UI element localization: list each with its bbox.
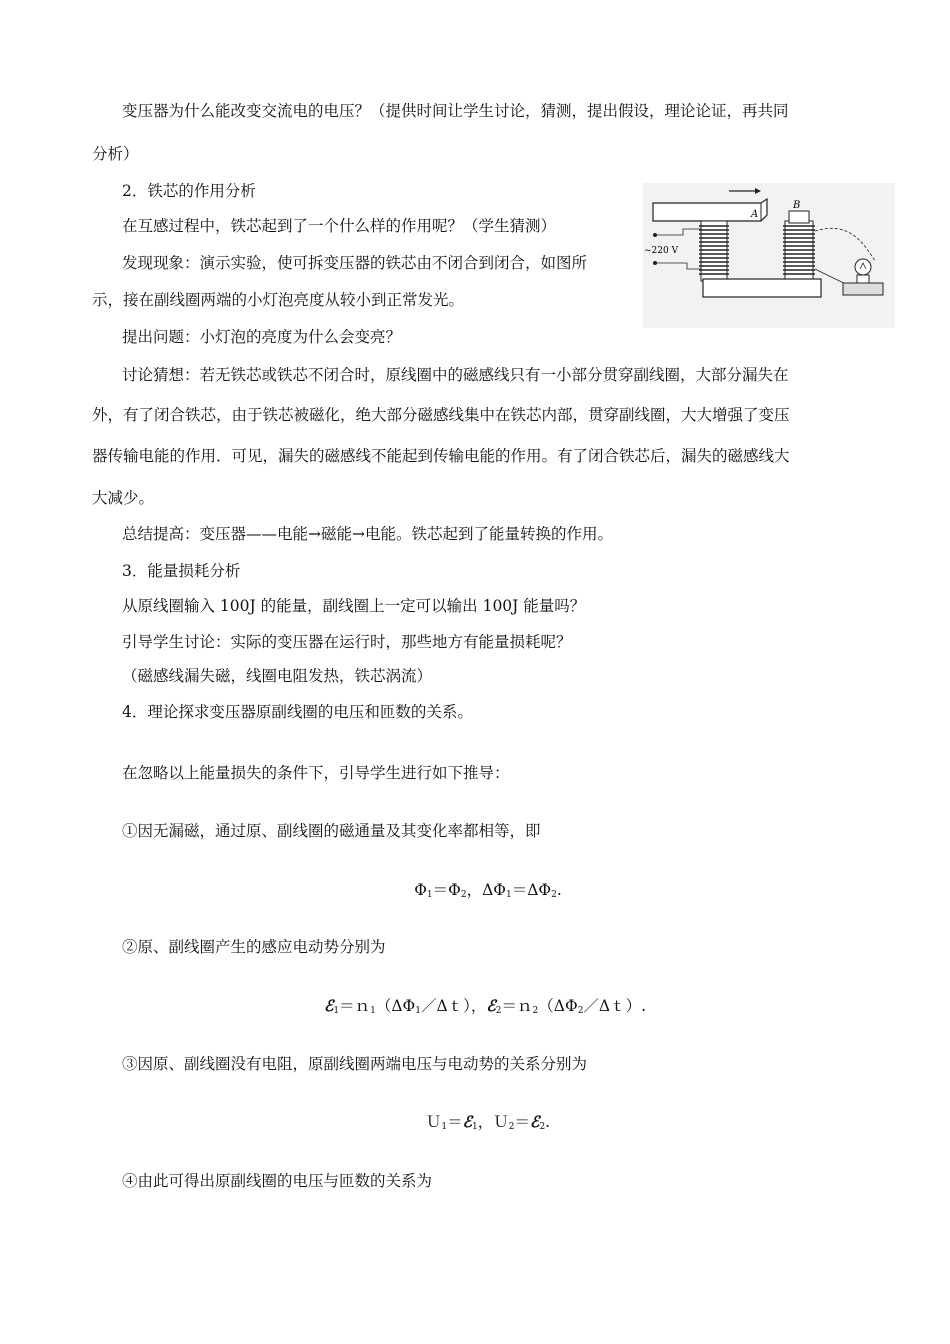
section-heading-2: 2．铁芯的作用分析: [122, 182, 256, 200]
step-2: ②原、副线圈产生的感应电动势分别为: [122, 938, 386, 956]
paragraph-core-role: 在互感过程中，铁芯起到了一个什么样的作用呢？（学生猜测）: [122, 217, 557, 235]
transformer-experiment-figure: [643, 183, 895, 328]
step-1: ①因无漏磁，通过原、副线圈的磁通量及其变化率都相等，即: [122, 822, 541, 840]
paragraph-derivation-intro: 在忽略以上能量损失的条件下，引导学生进行如下推导：: [122, 764, 510, 782]
equation-voltage: Ｕ$_1$＝ℰ$_1$，Ｕ$_2$＝ℰ$_2$.: [425, 1112, 551, 1132]
paragraph-question-line: 变压器为什么能改变交流电的电压？（提供时间让学生讨论，猜测，提出假设，理论论证，再共同: [122, 102, 789, 120]
paragraph-question-cont: 分析）: [92, 145, 139, 163]
paragraph-energy-discussion: 引导学生讨论：实际的变压器在运行时，那些地方有能量损耗呢？: [122, 633, 572, 651]
voltage-label: ~220 V: [644, 246, 679, 256]
transformer-diagram: [643, 183, 895, 328]
step-4: ④由此可得出原副线圈的电压与匝数的关系为: [122, 1172, 433, 1190]
paragraph-discussion-3: 器传输电能的作用．可见，漏失的磁感线不能起到传输电能的作用。有了闭合铁芯后，漏失的磁感线大: [92, 447, 790, 465]
section-heading-3: 3．能量损耗分析: [122, 562, 241, 580]
equation-flux: $\Phi_1=\Phi_2$，$\Delta\Phi_1=\Delta\Phi_2$.: [414, 881, 562, 900]
paragraph-phenomenon-cont: 示，接在副线圈两端的小灯泡亮度从较小到正常发光。: [92, 291, 465, 309]
label-a: A: [751, 209, 759, 220]
paragraph-energy-answer: （磁感线漏失磁，线圈电阻发热，铁芯涡流）: [122, 667, 433, 685]
paragraph-discussion-2: 外，有了闭合铁芯，由于铁芯被磁化，绝大部分磁感线集中在铁芯内部，贯穿副线圈，大大增强了变压: [92, 406, 790, 424]
paragraph-raise-question: 提出问题：小灯泡的亮度为什么会变亮？: [122, 328, 402, 346]
equation-emf: $ℰ_1=n_1(\Delta\Phi_1/\Delta t)$，$ℰ_2=n_2(\Delta\Phi_2/\Delta t)$.: [323, 996, 647, 1016]
label-b: B: [793, 200, 801, 211]
step-3: ③因原、副线圈没有电阻，原副线圈两端电压与电动势的关系分别为: [122, 1055, 588, 1073]
paragraph-phenomenon: 发现现象：演示实验，使可拆变压器的铁芯由不闭合到闭合，如图所: [122, 254, 588, 272]
section-heading-4: 4．理论探求变压器原副线圈的电压和匝数的关系。: [122, 703, 473, 721]
paragraph-discussion-1: 讨论猜想：若无铁芯或铁芯不闭合时，原线圈中的磁感线只有一小部分贯穿副线圈，大部分漏失在: [122, 366, 789, 384]
paragraph-summary: 总结提高：变压器——电能→磁能→电能。铁芯起到了能量转换的作用。: [122, 525, 613, 543]
paragraph-discussion-4: 大减少。: [92, 489, 155, 507]
paragraph-energy-question: 从原线圈输入 100J 的能量，副线圈上一定可以输出 100J 能量吗？: [122, 597, 586, 615]
